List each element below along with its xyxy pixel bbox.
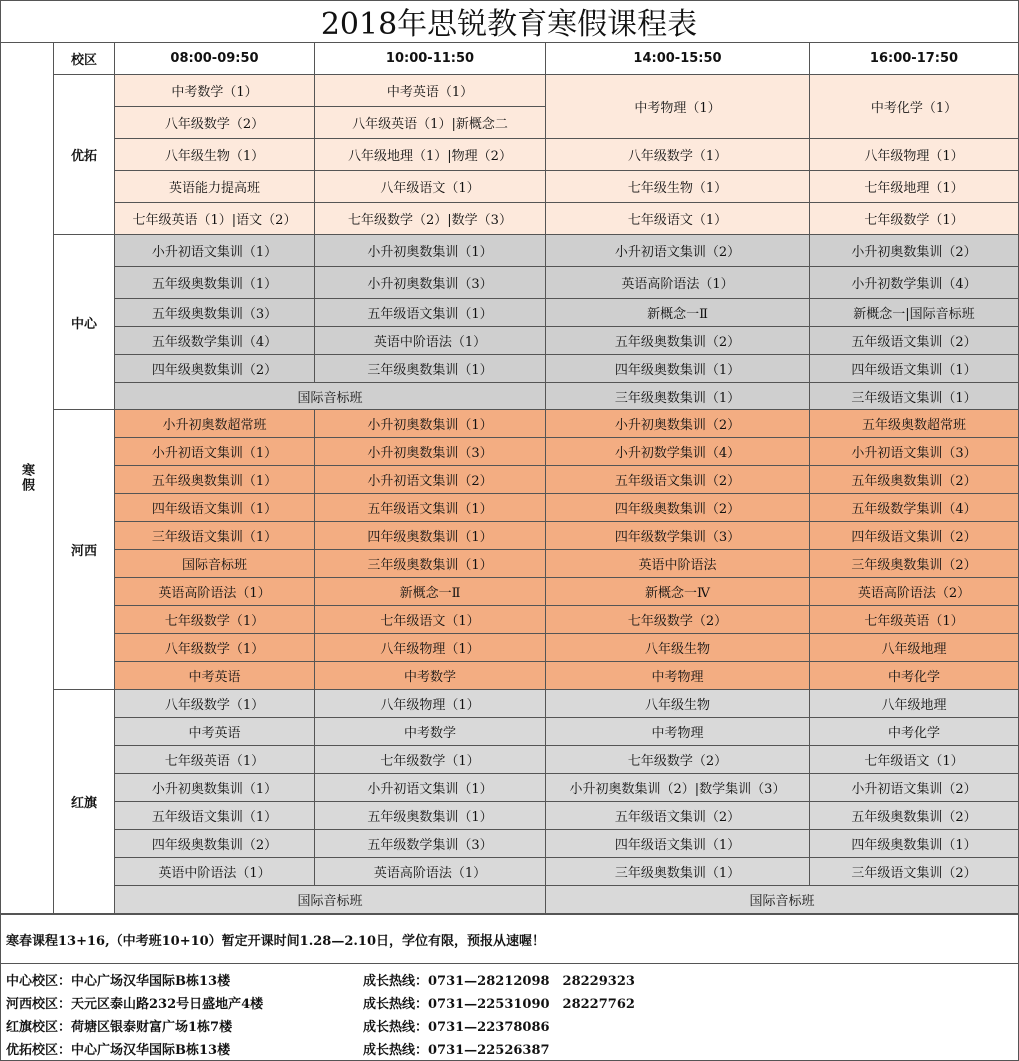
course-cell: 七年级英语（1）|语文（2） (115, 203, 315, 235)
course-cell: 小升初语文集训（3） (810, 438, 1019, 466)
time-slot-header: 08:00-09:50 (115, 43, 315, 75)
course-cell: 七年级数学（2） (546, 746, 810, 774)
course-cell: 新概念一|国际音标班 (810, 299, 1019, 327)
course-cell: 四年级语文集训（2） (810, 522, 1019, 550)
course-cell: 七年级英语（1） (810, 606, 1019, 634)
course-cell: 五年级奥数超常班 (810, 410, 1019, 438)
divider (0, 963, 1019, 964)
course-cell: 新概念一Ⅱ (315, 578, 546, 606)
course-cell: 国际音标班 (115, 886, 546, 914)
course-cell: 八年级生物（1） (115, 139, 315, 171)
course-cell: 五年级奥数集训（2） (546, 327, 810, 355)
course-cell: 八年级数学（1） (115, 634, 315, 662)
course-cell: 国际音标班 (115, 383, 546, 410)
divider (0, 914, 1019, 915)
course-cell: 国际音标班 (546, 886, 1019, 914)
course-cell: 中考数学（1） (115, 75, 315, 107)
course-cell: 七年级数学（2） (546, 606, 810, 634)
course-cell: 五年级语文集训（2） (810, 327, 1019, 355)
course-cell: 八年级地理 (810, 690, 1019, 718)
course-cell: 小升初奥数集训（1） (315, 235, 546, 267)
season-label: 寒假 (0, 43, 54, 914)
campus-hotline: 成长热线：0731—22531090 28227762 (363, 997, 635, 1012)
campus-hotline: 成长热线：0731—28212098 28229323 (363, 974, 635, 989)
course-cell: 小升初奥数集训（2）|数学集训（3） (546, 774, 810, 802)
course-cell: 中考英语（1） (315, 75, 546, 107)
course-cell: 八年级物理（1） (315, 634, 546, 662)
course-cell: 中考数学 (315, 718, 546, 746)
course-cell: 八年级数学（1） (546, 139, 810, 171)
campus-hotline: 成长热线：0731—22526387 (363, 1043, 550, 1058)
course-cell: 八年级生物 (546, 634, 810, 662)
course-cell: 四年级奥数集训（2） (115, 830, 315, 858)
course-cell: 三年级奥数集训（2） (810, 550, 1019, 578)
course-cell: 八年级英语（1）|新概念二 (315, 107, 546, 139)
course-cell: 英语高阶语法（1） (315, 858, 546, 886)
course-cell: 三年级奥数集训（1） (546, 383, 810, 410)
campus-header: 校区 (54, 43, 115, 75)
campus-address: 优拓校区：中心广场汉华国际B栋13楼 (6, 1043, 231, 1058)
course-cell: 七年级数学（1） (115, 606, 315, 634)
course-cell: 七年级英语（1） (115, 746, 315, 774)
course-cell: 英语高阶语法（1） (546, 267, 810, 299)
course-cell: 三年级语文集训（1） (115, 522, 315, 550)
course-cell: 四年级语文集训（1） (546, 830, 810, 858)
course-cell: 四年级奥数集训（2） (546, 494, 810, 522)
time-slot-header: 10:00-11:50 (315, 43, 546, 75)
campus-address: 红旗校区：荷塘区银泰财富广场1栋7楼 (6, 1020, 233, 1035)
course-cell: 国际音标班 (115, 550, 315, 578)
course-cell: 中考物理 (546, 662, 810, 690)
course-cell: 中考物理 (546, 718, 810, 746)
course-cell: 英语能力提高班 (115, 171, 315, 203)
course-cell: 五年级奥数集训（1） (315, 802, 546, 830)
course-cell: 三年级奥数集训（1） (315, 550, 546, 578)
course-cell: 英语中阶语法（1） (315, 327, 546, 355)
course-cell: 五年级数学集训（3） (315, 830, 546, 858)
course-cell: 中考数学 (315, 662, 546, 690)
course-cell: 八年级生物 (546, 690, 810, 718)
course-cell: 八年级物理（1） (810, 139, 1019, 171)
course-cell: 八年级数学（1） (115, 690, 315, 718)
course-cell: 新概念一Ⅳ (546, 578, 810, 606)
course-cell: 五年级语文集训（1） (315, 299, 546, 327)
course-cell: 小升初奥数集训（3） (315, 267, 546, 299)
course-cell: 英语高阶语法（2） (810, 578, 1019, 606)
course-cell: 七年级数学（2）|数学（3） (315, 203, 546, 235)
course-cell: 五年级奥数集训（1） (115, 466, 315, 494)
course-cell: 中考物理（1） (546, 75, 810, 139)
course-cell: 英语中阶语法 (546, 550, 810, 578)
time-slot-header: 16:00-17:50 (810, 43, 1019, 75)
course-cell: 四年级奥数集训（2） (115, 355, 315, 383)
course-cell: 小升初奥数超常班 (115, 410, 315, 438)
course-cell: 八年级物理（1） (315, 690, 546, 718)
course-cell: 小升初语文集训（1） (115, 438, 315, 466)
notice-text: 寒春课程13+16,（中考班10+10）暂定开课时间1.28—2.10日，学位有限，预报从速喔！ (6, 934, 545, 949)
course-cell: 中考化学 (810, 662, 1019, 690)
course-cell: 三年级奥数集训（1） (315, 355, 546, 383)
course-cell: 四年级语文集训（1） (810, 355, 1019, 383)
course-cell: 小升初语文集训（2） (810, 774, 1019, 802)
course-cell: 四年级数学集训（3） (546, 522, 810, 550)
course-cell: 五年级奥数集训（2） (810, 802, 1019, 830)
course-cell: 七年级语文（1） (315, 606, 546, 634)
time-slot-header: 14:00-15:50 (546, 43, 810, 75)
campus-address: 河西校区：天元区泰山路232号日盛地产4楼 (6, 997, 264, 1012)
course-cell: 八年级地理（1）|物理（2） (315, 139, 546, 171)
course-cell: 五年级奥数集训（1） (115, 267, 315, 299)
course-cell: 小升初语文集训（2） (315, 466, 546, 494)
course-cell: 四年级奥数集训（1） (546, 355, 810, 383)
course-cell: 五年级语文集训（1） (315, 494, 546, 522)
course-cell: 七年级生物（1） (546, 171, 810, 203)
course-cell: 五年级数学集训（4） (810, 494, 1019, 522)
campus-hotline: 成长热线：0731—22378086 (363, 1020, 550, 1035)
course-cell: 七年级语文（1） (546, 203, 810, 235)
course-cell: 小升初奥数集训（2） (810, 235, 1019, 267)
course-cell: 八年级数学（2） (115, 107, 315, 139)
course-cell: 五年级奥数集训（2） (810, 466, 1019, 494)
course-cell: 小升初语文集训（2） (546, 235, 810, 267)
course-cell: 新概念一Ⅱ (546, 299, 810, 327)
course-cell: 英语高阶语法（1） (115, 578, 315, 606)
campus-hexi-label: 河西 (54, 410, 115, 690)
campus-address: 中心校区：中心广场汉华国际B栋13楼 (6, 974, 231, 989)
course-cell: 三年级语文集训（2） (810, 858, 1019, 886)
course-cell: 小升初语文集训（1） (315, 774, 546, 802)
course-cell: 小升初奥数集训（3） (315, 438, 546, 466)
page-title: 2018年思锐教育寒假课程表 (0, 0, 1019, 43)
course-cell: 小升初数学集训（4） (810, 267, 1019, 299)
course-cell: 五年级语文集训（1） (115, 802, 315, 830)
course-cell: 中考英语 (115, 662, 315, 690)
course-cell: 五年级语文集训（2） (546, 802, 810, 830)
campus-hongqi-label: 红旗 (54, 690, 115, 914)
course-cell: 八年级地理 (810, 634, 1019, 662)
course-cell: 英语中阶语法（1） (115, 858, 315, 886)
campus-zhongxin-label: 中心 (54, 235, 115, 410)
course-cell: 四年级奥数集训（1） (315, 522, 546, 550)
course-cell: 小升初语文集训（1） (115, 235, 315, 267)
course-cell: 七年级地理（1） (810, 171, 1019, 203)
course-cell: 八年级语文（1） (315, 171, 546, 203)
course-cell: 五年级语文集训（2） (546, 466, 810, 494)
course-cell: 中考化学 (810, 718, 1019, 746)
course-cell: 三年级奥数集训（1） (546, 858, 810, 886)
course-cell: 五年级数学集训（4） (115, 327, 315, 355)
course-cell: 小升初奥数集训（1） (315, 410, 546, 438)
course-cell: 七年级数学（1） (315, 746, 546, 774)
course-cell: 四年级语文集训（1） (115, 494, 315, 522)
course-cell: 四年级奥数集训（1） (810, 830, 1019, 858)
course-cell: 小升初奥数集训（1） (115, 774, 315, 802)
campus-youtuo-label: 优拓 (54, 75, 115, 235)
course-cell: 三年级语文集训（1） (810, 383, 1019, 410)
course-cell: 中考英语 (115, 718, 315, 746)
course-cell: 五年级奥数集训（3） (115, 299, 315, 327)
course-cell: 七年级语文（1） (810, 746, 1019, 774)
course-cell: 小升初数学集训（4） (546, 438, 810, 466)
course-cell: 小升初奥数集训（2） (546, 410, 810, 438)
course-cell: 七年级数学（1） (810, 203, 1019, 235)
course-cell: 中考化学（1） (810, 75, 1019, 139)
